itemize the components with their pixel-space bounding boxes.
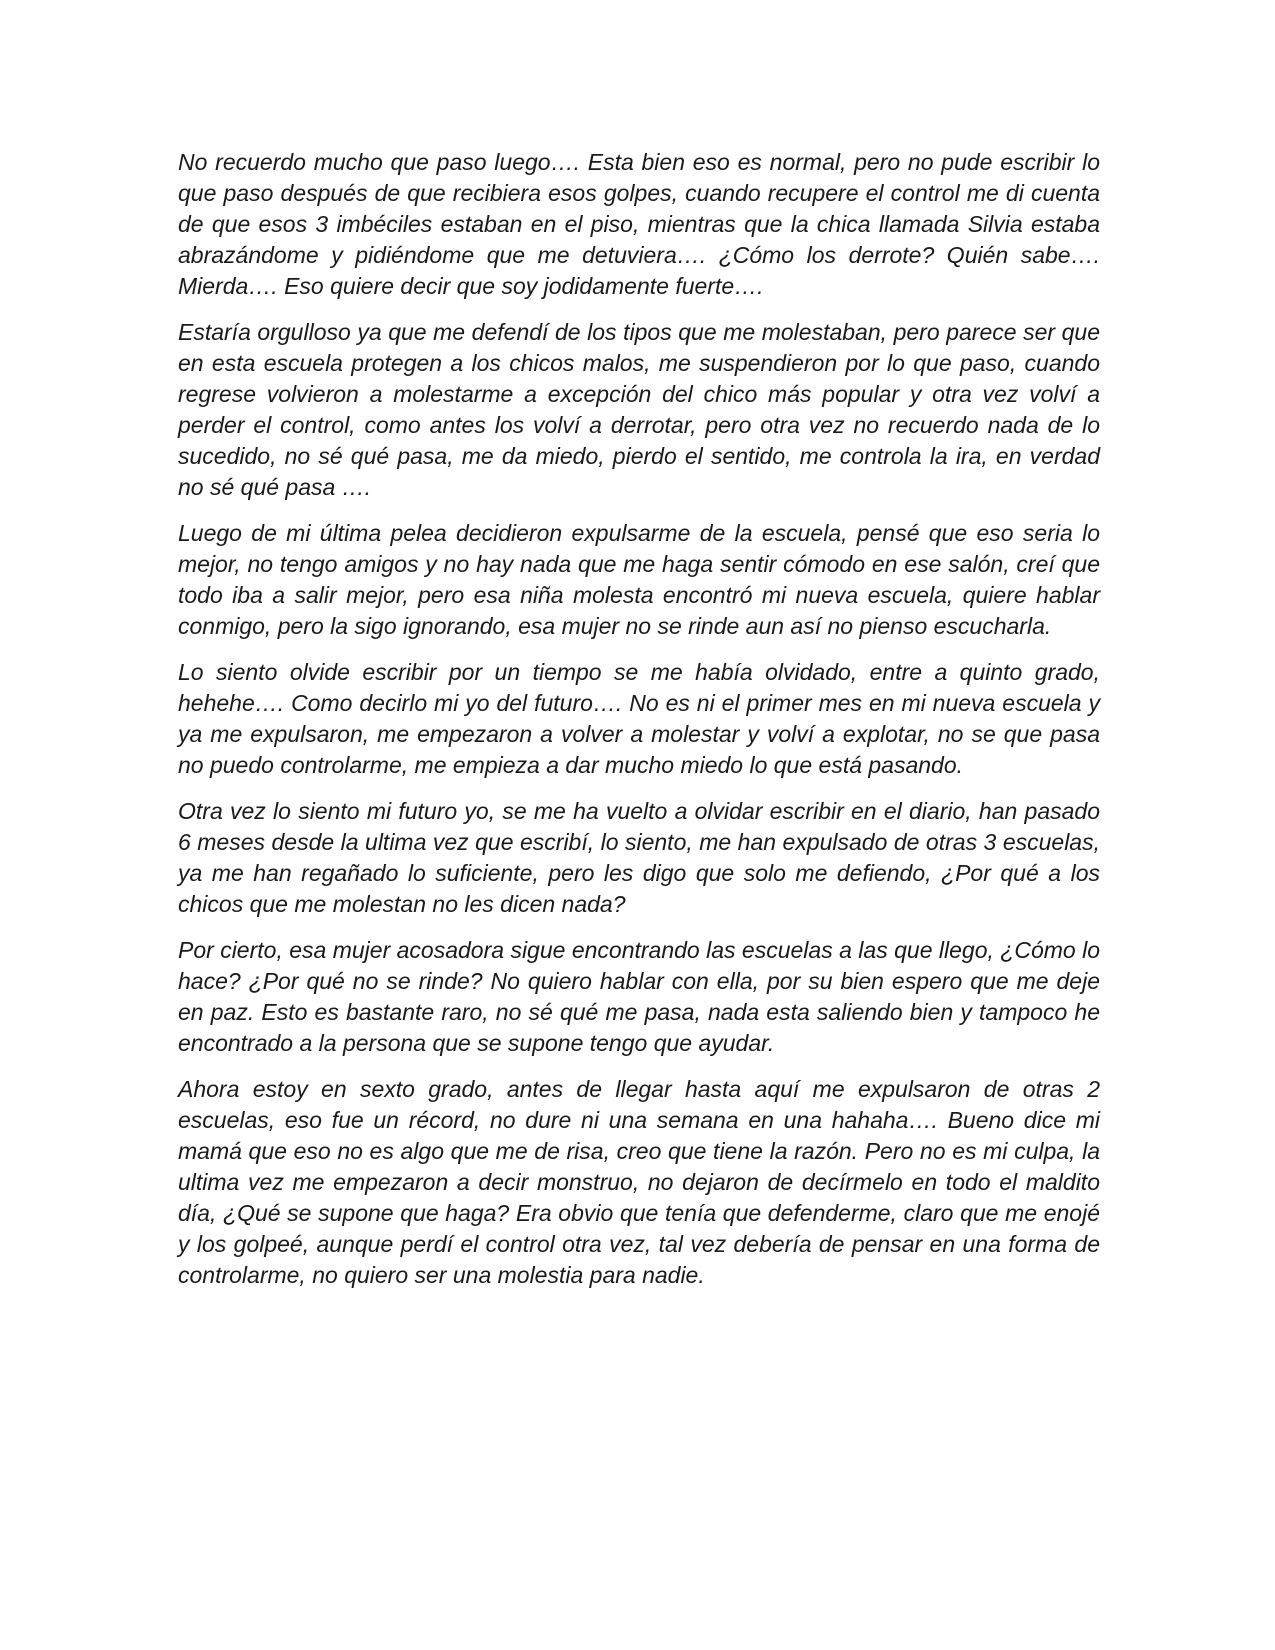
paragraph-3: Luego de mi última pelea decidieron expulsarme de la escuela, pensé que eso seria lo mejor, no tengo amigos y no hay nada que me haga sentir cómodo en ese salón, creí que todo iba a salir mejor, pero esa niña molesta encontró mi nueva escuela, quiere hablar conmigo, pero la sigo ignorando, esa mujer no se rinde aun así no pienso escucharla. xyxy=(178,520,1100,639)
paragraph-5: Otra vez lo siento mi futuro yo, se me ha vuelto a olvidar escribir en el diario, han pasado 6 meses desde la ultima vez que escribí, lo siento, me han expulsado de otras 3 escuelas, ya me han regañado lo suficiente, pero les digo que solo me defiendo, ¿Por qué a los chicos que me molestan no les dicen nada? xyxy=(178,798,1100,917)
paragraph-7: Ahora estoy en sexto grado, antes de llegar hasta aquí me expulsaron de otras 2 escuelas, eso fue un récord, no dure ni una semana en una hahaha…. Bueno dice mi mamá que eso no es algo que me de risa, creo que tiene la razón. Pero no es mi culpa, la ultima vez me empezaron a decir monstruo, no dejaron de decírmelo en todo el maldito día, ¿Qué se supone que haga? Era obvio que tenía que defenderme, claro que me enojé y los golpeé, aunque perdí el control otra vez, tal vez debería de pensar en una forma de controlarme, no quiero ser una molestia para nadie. xyxy=(178,1076,1100,1288)
paragraph-4: Lo siento olvide escribir por un tiempo se me había olvidado, entre a quinto grado, hehehe…. Como decirlo mi yo del futuro…. No es ni el primer mes en mi nueva escuela y ya me expulsaron, me empezaron a volver a molestar y volví a explotar, no se que pasa no puedo controlarme, me empieza a dar mucho miedo lo que está pasando. xyxy=(178,659,1100,778)
paragraph-6: Por cierto, esa mujer acosadora sigue encontrando las escuelas a las que llego, ¿Cómo lo hace? ¿Por qué no se rinde? No quiero hablar con ella, por su bien espero que me deje en paz. Esto es bastante raro, no sé qué me pasa, nada esta saliendo bien y tampoco he encontrado a la persona que se supone tengo que ayudar. xyxy=(178,937,1100,1056)
document-body xyxy=(178,147,1100,1306)
paragraph-1: No recuerdo mucho que paso luego…. Esta bien eso es normal, pero no pude escribir lo que paso después de que recibiera esos golpes, cuando recupere el control me di cuenta de que esos 3 imbéciles estaban en el piso, mientras que la chica llamada Silvia estaba abrazándome y pidiéndome que me detuviera…. ¿Cómo los derrote? Quién sabe…. Mierda…. Eso quiere decir que soy jodidamente fuerte…. xyxy=(178,149,1100,299)
paragraph-2: Estaría orgulloso ya que me defendí de los tipos que me molestaban, pero parece ser que en esta escuela protegen a los chicos malos, me suspendieron por lo que paso, cuando regrese volvieron a molestarme a excepción del chico más popular y otra vez volví a perder el control, como antes los volví a derrotar, pero otra vez no recuerdo nada de lo sucedido, no sé qué pasa, me da miedo, pierdo el sentido, me controla la ira, en verdad no sé qué pasa …. xyxy=(178,319,1100,500)
